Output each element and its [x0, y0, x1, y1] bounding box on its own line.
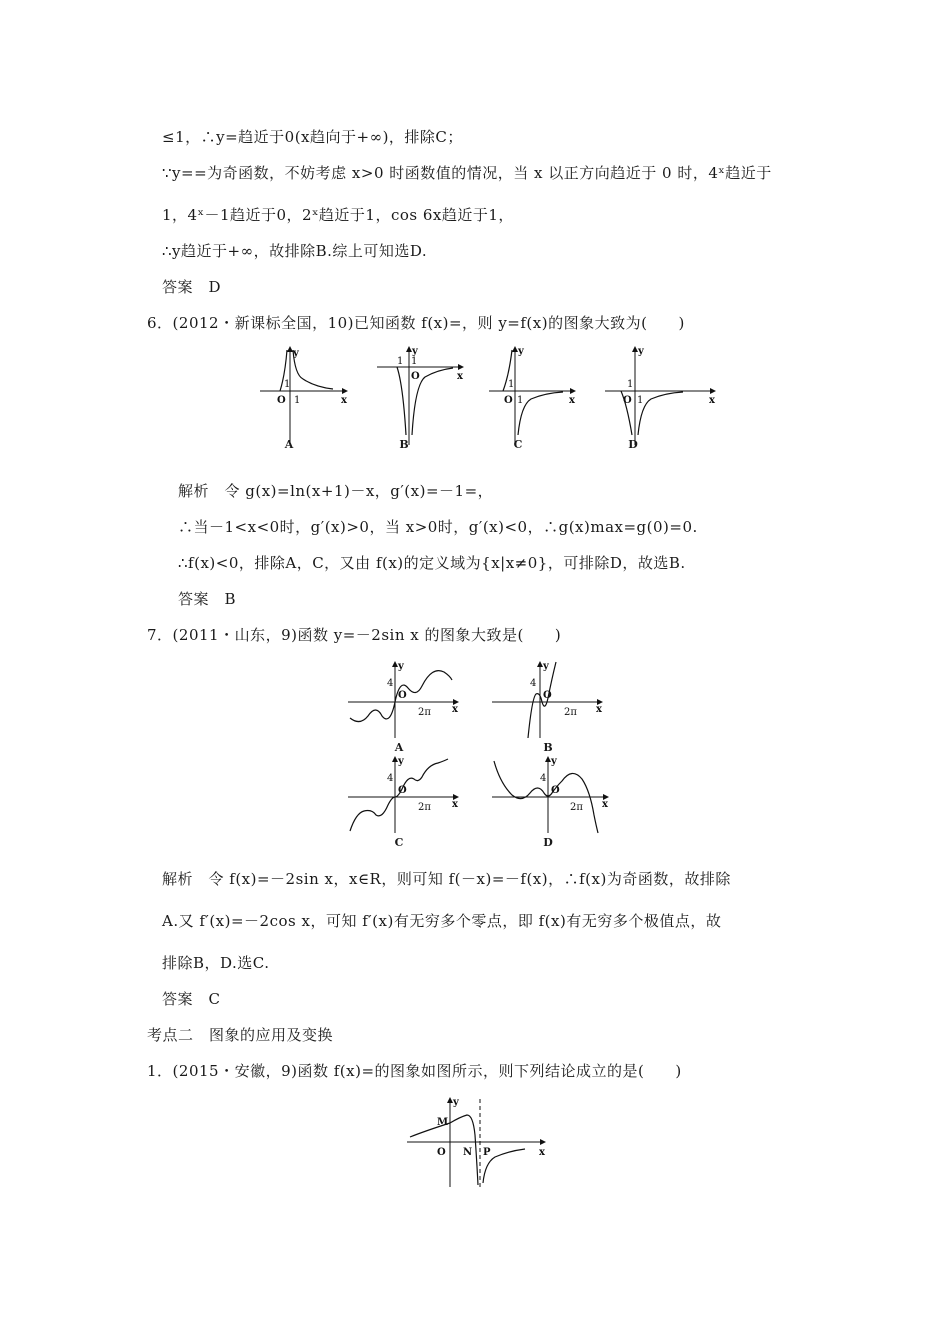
tick-label: 1 [508, 379, 515, 390]
origin-label: O [543, 690, 552, 701]
axis-label-y: y [293, 348, 299, 359]
axis-label-x: x [602, 799, 608, 810]
figure-q1-svg [405, 1095, 555, 1190]
question-6: 6．(2012・新课标全国，10)已知函数 f(x)=，则 y=f(x)的图象大致为( ) [147, 314, 685, 332]
caption-6a: A [284, 438, 294, 451]
graph-6d [605, 346, 716, 445]
caption-7d: D [543, 836, 553, 849]
caption-7b: B [543, 741, 553, 754]
axis-label-y: y [398, 661, 404, 672]
tick-label: 1 [637, 395, 644, 406]
graph-7b [492, 661, 603, 738]
graph-6b [377, 346, 464, 445]
origin-label: O [398, 785, 407, 796]
origin-label: O [623, 395, 632, 406]
point-label-n: N [463, 1147, 473, 1158]
solution-line: ∴f(x)<0，排除A，C，又由 f(x)的定义域为{x|x≠0}，可排除D，故选B. [178, 554, 686, 572]
axis-label-x: x [457, 371, 463, 382]
axis-label-x: x [569, 395, 575, 406]
tick-label: 1 [627, 379, 634, 390]
axis-label-y: y [551, 756, 557, 767]
solution-line: ∴当－1<x<0时，g′(x)>0，当 x>0时，g′(x)<0，∴g(x)max=g(0)=0. [178, 518, 698, 536]
solution-line: 解析 令 g(x)=ln(x+1)－x，g′(x)=－1=， [178, 482, 494, 500]
solution-line: A.又 f′(x)=－2cos x，可知 f′(x)有无穷多个零点，即 f(x)有无穷多个极值点，故 [162, 912, 722, 930]
tick-label: 4 [387, 678, 394, 689]
section-heading: 考点二 图象的应用及变换 [147, 1026, 334, 1044]
axis-label-x: x [539, 1147, 545, 1158]
solution-line: 解析 令 f(x)=－2sin x，x∈R，则可知 f(－x)=－f(x)，∴f(x)为奇函数，故排除 [162, 870, 731, 888]
figure-q7-svg [340, 658, 615, 828]
tick-label: 1 [284, 379, 291, 390]
graph-7a [348, 661, 459, 738]
axis-label-y: y [638, 346, 644, 357]
figure-q7 [340, 658, 615, 828]
solution-line: 排除B，D.选C. [162, 954, 270, 972]
origin-label: O [398, 690, 407, 701]
figure-q6 [255, 345, 725, 455]
caption-6b: B [399, 438, 409, 451]
tick-label: 2π [418, 707, 431, 718]
origin-label: O [277, 395, 286, 406]
text-line: ∵y==为奇函数，不妨考虑 x>0 时函数值的情况，当 x 以正方向趋近于 0 时，4ˣ趋近于 [162, 164, 772, 182]
tick-label: 1 [294, 395, 301, 406]
answer-line: 答案 C [162, 990, 221, 1008]
question-7: 7．(2011・山东，9)函数 y=－2sin x 的图象大致是( ) [147, 626, 562, 644]
axis-label-y: y [412, 346, 418, 357]
tick-label: 4 [530, 678, 537, 689]
graph-7d [492, 756, 609, 833]
figure-q6-svg [255, 345, 725, 455]
axis-label-x: x [452, 799, 458, 810]
axis-label-y: y [518, 346, 524, 357]
tick-label: 4 [540, 773, 547, 784]
point-label-p: P [483, 1147, 491, 1158]
graph-6a [260, 347, 348, 445]
question-1: 1．(2015・安徽，9)函数 f(x)=的图象如图所示，则下列结论成立的是( ) [147, 1062, 682, 1080]
tick-label: 1 [411, 356, 418, 367]
origin-label: O [551, 785, 560, 796]
text-line: 1，4ˣ－1趋近于0，2ˣ趋近于1，cos 6x趋近于1， [162, 206, 514, 224]
axis-label-y: y [543, 661, 549, 672]
tick-label: 2π [570, 802, 583, 813]
origin-label: O [411, 371, 420, 382]
graph-6c [489, 346, 576, 445]
caption-7a: A [394, 741, 404, 754]
answer-line: 答案 B [178, 590, 237, 608]
caption-6c: C [513, 438, 523, 451]
caption-7c: C [394, 836, 404, 849]
point-label-m: M [437, 1117, 449, 1128]
axis-label-x: x [341, 395, 347, 406]
tick-label: 1 [397, 356, 404, 367]
answer-line: 答案 D [162, 278, 222, 296]
tick-label: 2π [418, 802, 431, 813]
graph-7c [348, 756, 459, 833]
axis-label-y: y [398, 756, 404, 767]
text-line: ∴y趋近于+∞，故排除B.综上可知选D. [162, 242, 428, 260]
caption-6d: D [628, 438, 638, 451]
axis-label-x: x [709, 395, 715, 406]
tick-label: 2π [564, 707, 577, 718]
origin-label: O [504, 395, 513, 406]
axis-label-x: x [596, 704, 602, 715]
text-line: ≤1，∴y=趋近于0(x趋向于+∞)，排除C； [162, 128, 463, 146]
axis-label-x: x [452, 704, 458, 715]
figure-q1 [405, 1095, 555, 1190]
tick-label: 4 [387, 773, 394, 784]
axis-label-y: y [453, 1097, 459, 1108]
origin-label: O [437, 1147, 446, 1158]
tick-label: 1 [517, 395, 524, 406]
